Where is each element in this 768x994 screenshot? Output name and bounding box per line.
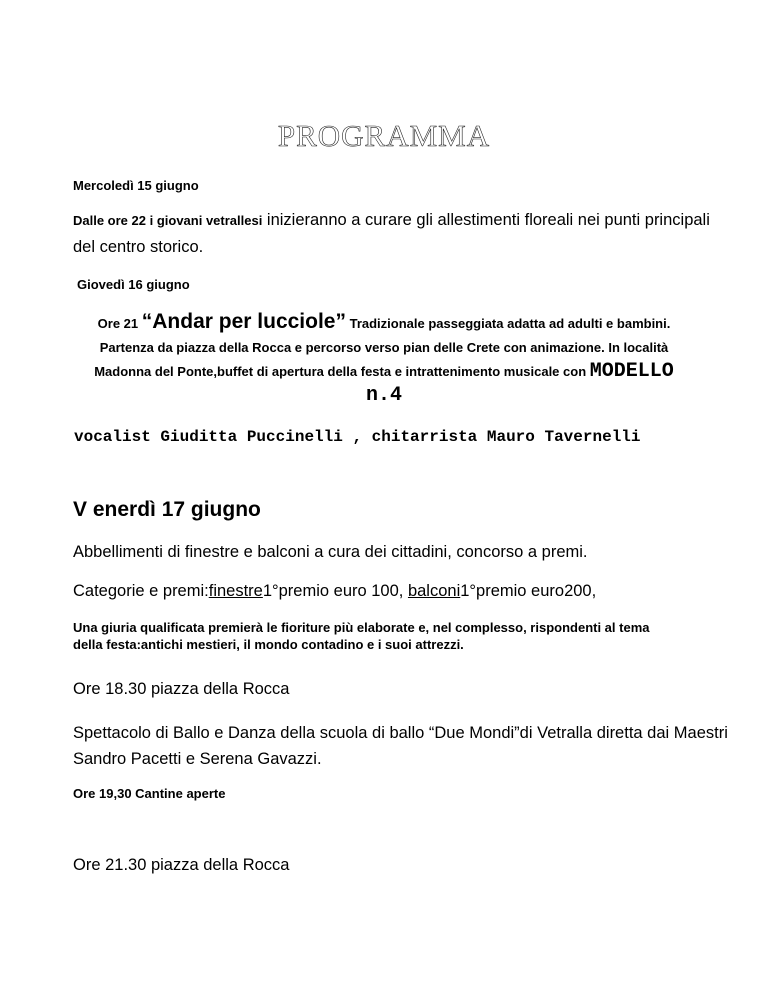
- day2-time: Ore 21: [97, 316, 139, 331]
- day2-paragraph: [73, 310, 695, 408]
- event-time-21-30: Ore 21.30 piazza della Rocca: [73, 856, 290, 874]
- prize1-label: finestre: [208, 582, 263, 600]
- prizes-prefix: Categorie e premi:: [73, 582, 209, 600]
- band-members: vocalist Giuditta Puccinelli , chitarrista Mauro Tavernelli: [74, 428, 641, 446]
- event-time-18-30: Ore 18.30 piazza della Rocca: [73, 680, 290, 698]
- day2-description: Tradizionale passeggiata adatta ad adulti e bambini. Partenza da piazza della Rocca e percorso verso pian delle Crete con animazione. In località Madonna del Ponte,buffet di apertura della festa e intrattenimento musicale con: [94, 316, 671, 379]
- day2-date: Giovedì 16 giugno: [77, 277, 190, 292]
- day2-event-title: “Andar per lucciole”: [141, 310, 346, 333]
- jury-paragraph: Una giuria qualificata premierà le fioriture più elaborate e, nel complesso, rispondenti al tema della festa:antichi mestieri, il mondo contadino e i suoi attrezzi.: [73, 620, 650, 652]
- cantine-aperte: Ore 19,30 Cantine aperte: [73, 786, 226, 801]
- day1-time: Dalle ore 22 i giovani vetrallesi: [73, 213, 263, 228]
- day1-text: inizieranno a curare gli allestimenti floreali nei punti principali del centro storico.: [73, 211, 710, 256]
- day3-date: V enerdì 17 giugno: [73, 498, 261, 521]
- prize1-text: 1°premio euro 100,: [262, 582, 408, 600]
- prize2-label: balconi: [407, 582, 461, 600]
- dance-show-description: Spettacolo di Ballo e Danza della scuola di ballo “Due Mondi”di Vetralla diretta dai Maestri Sandro Pacetti e Serena Gavazzi.: [73, 724, 728, 768]
- prize2-text: 1°premio euro200,: [460, 582, 597, 600]
- day1-paragraph: [73, 207, 713, 261]
- band-name: MODELLO n.4: [365, 360, 674, 407]
- day3-prizes: [73, 582, 713, 601]
- day3-intro: Abbellimenti di finestre e balconi a cura dei cittadini, concorso a premi.: [73, 543, 588, 561]
- page-title: PROGRAMMA: [277, 118, 491, 153]
- day1-date: Mercoledì 15 giugno: [73, 178, 199, 193]
